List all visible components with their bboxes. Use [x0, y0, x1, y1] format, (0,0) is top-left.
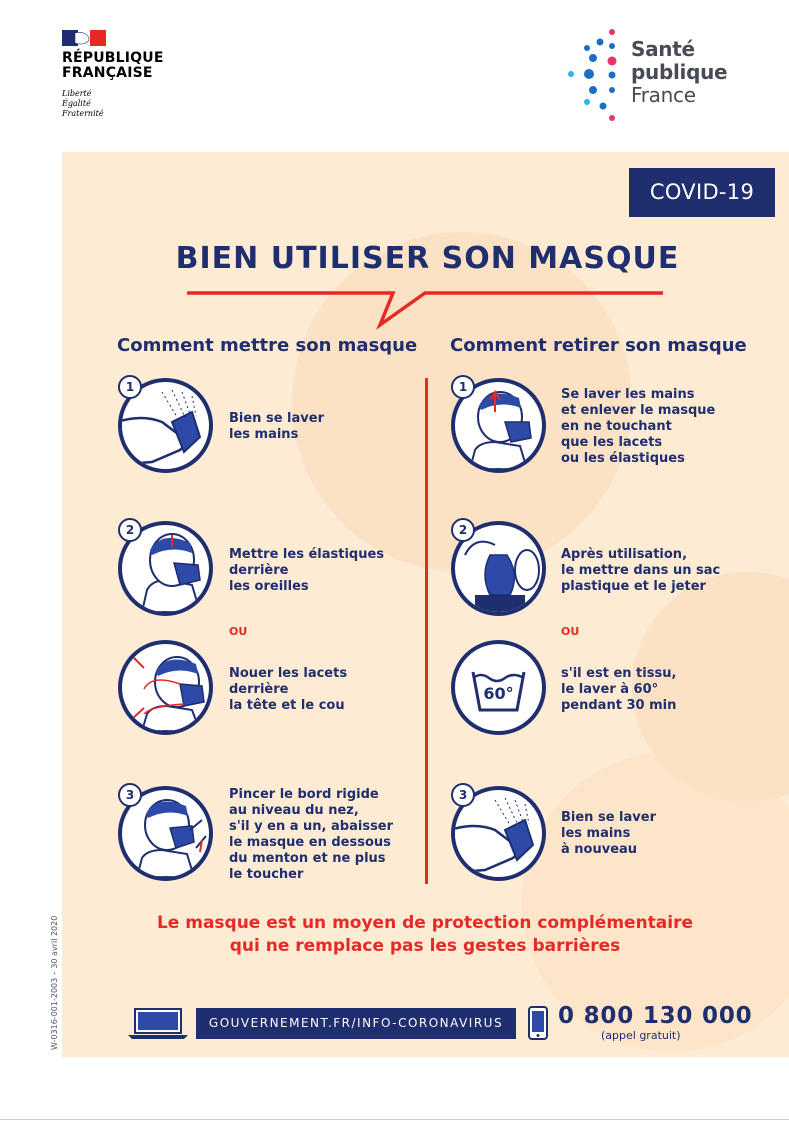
left-step-3-text	[229, 787, 393, 883]
text-line: en ne touchant	[561, 419, 672, 434]
mask-laces-icon	[122, 644, 209, 731]
motto-egalite: Égalité	[62, 99, 91, 108]
page-bottom-rule	[0, 1119, 789, 1120]
text-line: Bien se laver	[229, 411, 324, 426]
text-line: s'il est en tissu,	[561, 666, 677, 681]
text-line: le mettre dans un sac	[561, 563, 721, 578]
text-line: à nouveau	[561, 842, 638, 857]
or-separator: OU	[561, 625, 580, 638]
right-step-1-text	[561, 387, 715, 467]
column-divider	[425, 378, 428, 884]
left-step-2b-text	[229, 666, 347, 714]
text-line: Après utilisation,	[561, 547, 688, 562]
step-number-badge: 3	[118, 783, 142, 807]
text-line: derrière	[229, 563, 289, 578]
right-column-heading: Comment retirer son masque	[450, 335, 747, 356]
step-number-badge: 1	[118, 375, 142, 399]
text-line: la tête et le cou	[229, 698, 345, 713]
text-line: du menton et ne plus	[229, 851, 386, 866]
helpline-number[interactable]: 0 800 130 000	[558, 1003, 753, 1029]
gouvernement-info-link[interactable]: GOUVERNEMENT.FR/INFO-CORONAVIRUS	[196, 1008, 516, 1039]
text-line: le laver à 60°	[561, 682, 659, 697]
text-line: plastique et le jeter	[561, 579, 706, 594]
spf-line-3: France	[631, 83, 696, 107]
document-reference: W-0316-001-2003 – 30 avril 2020	[50, 915, 59, 1050]
wash-temperature-label: 60°	[483, 684, 514, 703]
step-number-badge: 1	[451, 375, 475, 399]
warning-line-2: qui ne remplace pas les gestes barrières	[229, 936, 621, 956]
right-step-2b-text	[561, 666, 676, 714]
republique-line-1: RÉPUBLIQUE	[62, 50, 164, 66]
text-line: et enlever le masque	[561, 403, 716, 418]
text-line: le masque en dessous	[229, 835, 391, 850]
text-line: ou les élastiques	[561, 451, 685, 466]
text-line: que les lacets	[561, 435, 663, 450]
text-line: s'il y en a un, abaisser	[229, 819, 394, 834]
warning-line-1: Le masque est un moyen de protection complémentaire	[156, 913, 694, 933]
step-number-badge: 2	[451, 518, 475, 542]
step-number-badge: 2	[118, 518, 142, 542]
text-line: pendant 30 min	[561, 698, 677, 713]
left-column-heading: Comment mettre son masque	[117, 335, 418, 356]
page-title: BIEN UTILISER SON MASQUE	[175, 241, 680, 276]
laptop-icon	[127, 1008, 189, 1040]
spf-line-1: Santé	[631, 37, 695, 61]
text-line: les mains	[229, 427, 299, 442]
smartphone-icon	[528, 1006, 548, 1040]
text-line: le toucher	[229, 867, 304, 882]
spf-line-2: publique	[631, 60, 728, 84]
step-number-badge: 3	[451, 783, 475, 807]
speech-bubble-underline	[185, 285, 665, 330]
left-step-1-text	[229, 411, 324, 443]
text-line: Se laver les mains	[561, 387, 695, 402]
right-step-3-text	[561, 810, 656, 858]
motto-fraternite: Fraternité	[62, 109, 104, 118]
republique-line-2: FRANÇAISE	[62, 65, 153, 81]
mask-ties-illustration	[118, 640, 213, 735]
text-line: Pincer le bord rigide	[229, 787, 379, 802]
left-step-2-text	[229, 547, 384, 595]
text-line: les mains	[561, 826, 631, 841]
text-line: les oreilles	[229, 579, 309, 594]
helpline-note: (appel gratuit)	[601, 1029, 681, 1042]
text-line: Bien se laver	[561, 810, 656, 825]
warning-message	[100, 912, 750, 958]
motto-liberte: Liberté	[62, 89, 92, 98]
sante-publique-france-logo	[563, 28, 629, 124]
marianne-flag-logo	[62, 30, 106, 46]
text-line: au niveau du nez,	[229, 803, 359, 818]
right-step-2-text	[561, 547, 720, 595]
or-separator: OU	[229, 625, 248, 638]
covid-19-badge: COVID-19	[629, 168, 775, 217]
wash-60-illustration	[451, 640, 546, 735]
text-line: derrière	[229, 682, 289, 697]
republique-francaise-title	[62, 51, 164, 81]
sante-publique-france-wordmark	[631, 38, 727, 107]
text-line: Nouer les lacets	[229, 666, 348, 681]
text-line: Mettre les élastiques	[229, 547, 385, 562]
republique-motto	[62, 89, 104, 119]
